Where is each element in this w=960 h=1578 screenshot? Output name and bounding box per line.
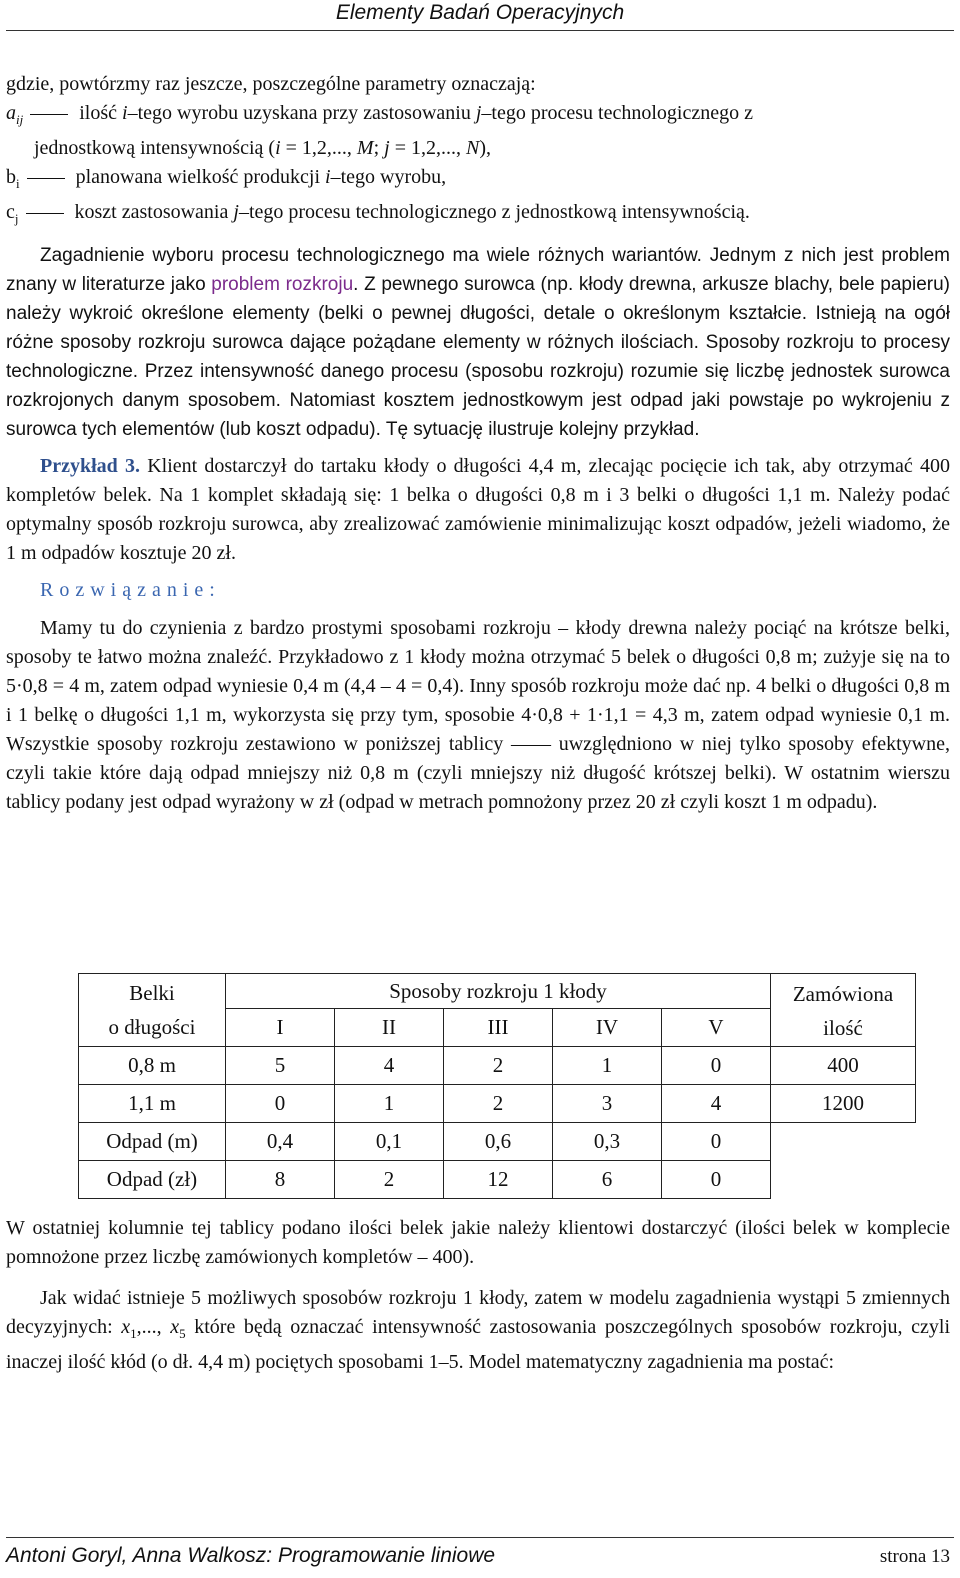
table-row: Odpad (m) 0,4 0,1 0,6 0,3 0 bbox=[79, 1123, 916, 1161]
def-a-j: j bbox=[475, 102, 482, 124]
definition-b bbox=[6, 163, 950, 198]
solution-heading: Rozwiązanie: bbox=[40, 579, 221, 601]
em-dash bbox=[30, 114, 68, 115]
symbol-a: a bbox=[6, 102, 16, 124]
page-number: strona 13 bbox=[879, 1546, 950, 1567]
paragraph-problem: Zagadnienie wyboru procesu technologicznego ma wiele różnych wariantów. Jednym z nich jest problem znany w literaturze jako problem rozkroju. Z pewnego surowca (np. kłody drewna, arkusze blachy, bele papieru) należy wykroić określone elementy (belki o pewnej długości, detale o określonym kształcie. Istnieją na ogół różne sposoby rozkroju surowca dające pożądane elementy w różnych ilościach. Sposoby rozkroju to procesy technologiczne. Przez intensywność danego procesu (sposobu rozkroju) rozumie się liczbę jednostek surowca rozkrojonych danym sposobem. Natomiast kosztem jednostkowym jest odpad jaki powstaje po wykrojeniu z surowca tych elementów (lub koszt odpadu). Tę sytuację ilustruje kolejny przykład. bbox=[6, 245, 950, 440]
method-header: I bbox=[226, 1009, 335, 1047]
table-row: Odpad (zł) 8 2 12 6 0 bbox=[79, 1161, 916, 1199]
col-header-order: Zamówiona ilość bbox=[771, 974, 916, 1047]
def-c-text: koszt zastosowania bbox=[74, 201, 229, 223]
col-header-belki: Belki o długości bbox=[79, 974, 226, 1047]
def-c-j: j bbox=[233, 201, 239, 223]
definition-a bbox=[6, 99, 950, 163]
table-row: 1,1 m 0 1 2 3 4 1200 bbox=[79, 1085, 916, 1123]
def-a-text2: –tego wyrobu uzyskana przy zastosowaniu bbox=[127, 102, 471, 124]
cutting-table bbox=[78, 973, 916, 1199]
method-header: II bbox=[335, 1009, 444, 1047]
method-header: III bbox=[444, 1009, 553, 1047]
symbol-c-sub: j bbox=[14, 211, 19, 226]
page-footer bbox=[6, 1537, 954, 1578]
def-a-text: ilość bbox=[79, 102, 118, 124]
def-a-continuation: jednostkową intensywnością (i = 1,2,..., M; j = 1,2,..., N), bbox=[34, 137, 492, 159]
intro-line: gdzie, powtórzmy raz jeszcze, poszczególne parametry oznaczają: bbox=[6, 73, 536, 95]
problem-rozkroju-link[interactable]: problem rozkroju bbox=[211, 274, 354, 295]
page-body bbox=[6, 70, 950, 817]
def-c-text2: –tego procesu technologicznego z jednostkową intensywnością. bbox=[238, 201, 750, 223]
page-header bbox=[6, 0, 954, 31]
group-header: Sposoby rozkroju 1 kłody bbox=[226, 974, 771, 1009]
definition-c bbox=[6, 198, 950, 233]
table-note-paragraph: W ostatniej kolumnie tej tablicy podano ilości belek jakie należy klientowi dostarczyć (ilości belek w komplecie pomnożone przez liczbę zamówionych kompletów – 400). bbox=[6, 1217, 950, 1268]
em-dash bbox=[26, 213, 64, 214]
symbol-c: c bbox=[6, 201, 15, 223]
def-b-i: i bbox=[325, 166, 331, 188]
example-heading: Przykład 3. bbox=[40, 455, 140, 477]
method-header: V bbox=[662, 1009, 771, 1047]
symbol-b-sub: i bbox=[16, 176, 20, 191]
model-paragraph: Jak widać istnieje 5 możliwych sposobów rozkroju 1 kłody, zatem w modelu zagadnienia wystąpi 5 zmiennych decyzyjnych: $x_1$,..., $x_5$ które będą oznaczać intensywność zastosowania poszczególnych sposobów rozkroju, czyli inaczej ilość kłód (o dł. 4,4 m) pociętych sposobami 1–5. Model matematyczny zagadnienia ma postać: bbox=[6, 1287, 951, 1373]
method-header: IV bbox=[553, 1009, 662, 1047]
footer-authors: Antoni Goryl, Anna Walkosz: Programowanie liniowe bbox=[6, 1544, 496, 1567]
def-a-text3: –tego procesu technologicznego z bbox=[481, 102, 753, 124]
table-row: 0,8 m 5 4 2 1 0 400 bbox=[79, 1047, 916, 1085]
example-paragraph: Przykład 3. Klient dostarczył do tartaku kłody o długości 4,4 m, zlecając pocięcie ich tak, aby otrzymać 400 kompletów belek. Na 1 komplet składają się: 1 belka o długości 0,8 m i 3 belki o długości 1,1 m. Należy podać optymalny sposób rozkroju surowca, aby zrealizować zamówienie minimalizując koszt odpadów, jeżeli wiadomo, że 1 m odpadów kosztuje 20 zł. bbox=[6, 455, 950, 564]
def-b-text2: –tego wyrobu, bbox=[330, 166, 447, 188]
em-dash bbox=[27, 178, 65, 179]
solution-heading-line bbox=[6, 576, 950, 605]
header-title: Elementy Badań Operacyjnych bbox=[335, 1, 625, 24]
symbol-a-sub: ij bbox=[16, 112, 24, 127]
symbol-b: b bbox=[6, 166, 16, 188]
def-a-i: i bbox=[122, 102, 128, 124]
def-b-text: planowana wielkość produkcji bbox=[75, 166, 320, 188]
after-table bbox=[6, 1214, 950, 1377]
solution-paragraph: Mamy tu do czynienia z bardzo prostymi sposobami rozkroju – kłody drewna należy pociąć na krótsze belki, sposoby te łatwo można znaleźć. Przykładowo z 1 kłody można otrzymać 5 belek o długości 0,8 m; zużyje się na to 5·0,8 = 4 m, zatem odpad wyniesie 0,4 m (4,4 – 4 = 0,4). Inny sposób rozkroju może dać np. 4 belki o długości 0,8 m i 1 belkę o długości 1,1 m, wykorzysta się przy tym, sposobie 4·0,8 + 1·1,1 = 4,3 m, zatem odpad wyniesie 0,1 m. Wszystkie sposoby rozkroju zestawiono w poniższej tablicy —— uwzględniono w niej tylko sposoby efektywne, czyli takie które dają odpad mniejszy niż 0,8 m (czyli mniejszy niż długość krótszej belki). W ostatnim wierszu tablicy podany jest odpad wyrażony w zł (odpad w metrach pomnożony przez 20 zł czyli koszt 1 m odpadu). bbox=[6, 617, 950, 813]
